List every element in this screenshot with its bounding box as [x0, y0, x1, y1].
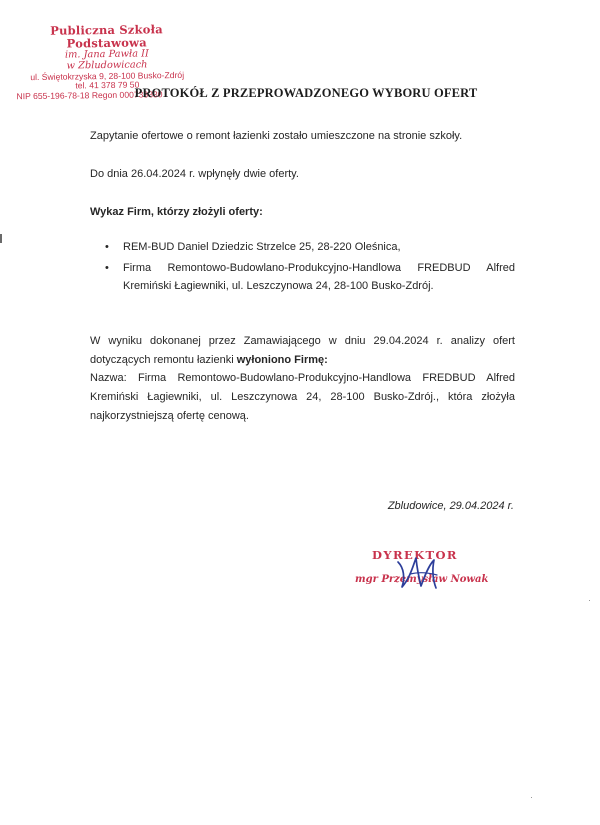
paragraph-offers-received: Do dnia 26.04.2024 r. wpłynęły dwie oferty. [90, 168, 299, 180]
stamp-patron: im. Jana Pawła II [64, 48, 149, 61]
result-firm-details: Nazwa: Firma Remontowo-Budowlano-Produkcyjno-Handlowa FREDBUD Alfred Kremiński Łagiewniki, ul. Leszczynowa 24, 28-100 Busko-Zdrój., która złożyła najkorzystniejszą ofertę cenową. [90, 372, 515, 422]
document-date: Zbludowice, 29.04.2024 r. [387, 500, 514, 512]
scan-edge-mark [0, 234, 2, 243]
document-title: PROTOKÓŁ Z PRZEPROWADZONEGO WYBORU OFERT [134, 86, 478, 100]
signature-title: DYREKTOR [372, 548, 458, 562]
result-selected-label: wyłoniono Firmę: [236, 353, 328, 366]
scan-speck [589, 600, 590, 601]
result-intro: W wyniku dokonanej przez Zamawiającego w dniu 29.04.2024 r. analizy ofert dotyczących remontu łazienki [90, 335, 515, 366]
stamp-school-name: Publiczna Szkoła Podstawowa [50, 22, 163, 51]
stamp-address: ul. Świętokrzyska 9, 28-100 Busko-Zdrój [30, 69, 185, 82]
selection-result [90, 332, 515, 425]
firms-list [90, 238, 515, 298]
signature-name: mgr Przemysław Nowak [355, 574, 489, 585]
handwritten-signature-icon [392, 554, 442, 596]
list-item: • Firma Remontowo-Budowlano-Produkcyjno-Handlowa FREDBUD Alfred Kremiński Łagiewniki, ul. Leszczynowa 24, 28-100 Busko-Zdrój. [90, 259, 515, 296]
firms-heading: Wykaz Firm, którzy złożyli oferty: [90, 206, 263, 218]
stamp-location: w Zbludowicach [66, 59, 148, 72]
stamp-phone: tel. 41 378 79 50 [75, 79, 140, 91]
list-item: • REM-BUD Daniel Dziedzic Strzelce 25, 28-220 Oleśnica, [90, 238, 515, 257]
stamp-nip-regon: NIP 655-196-78-18 Regon 000733330 [16, 89, 163, 102]
paragraph-inquiry: Zapytanie ofertowe o remont łazienki zostało umieszczone na stronie szkoły. [90, 130, 463, 142]
scan-speck [531, 797, 532, 798]
